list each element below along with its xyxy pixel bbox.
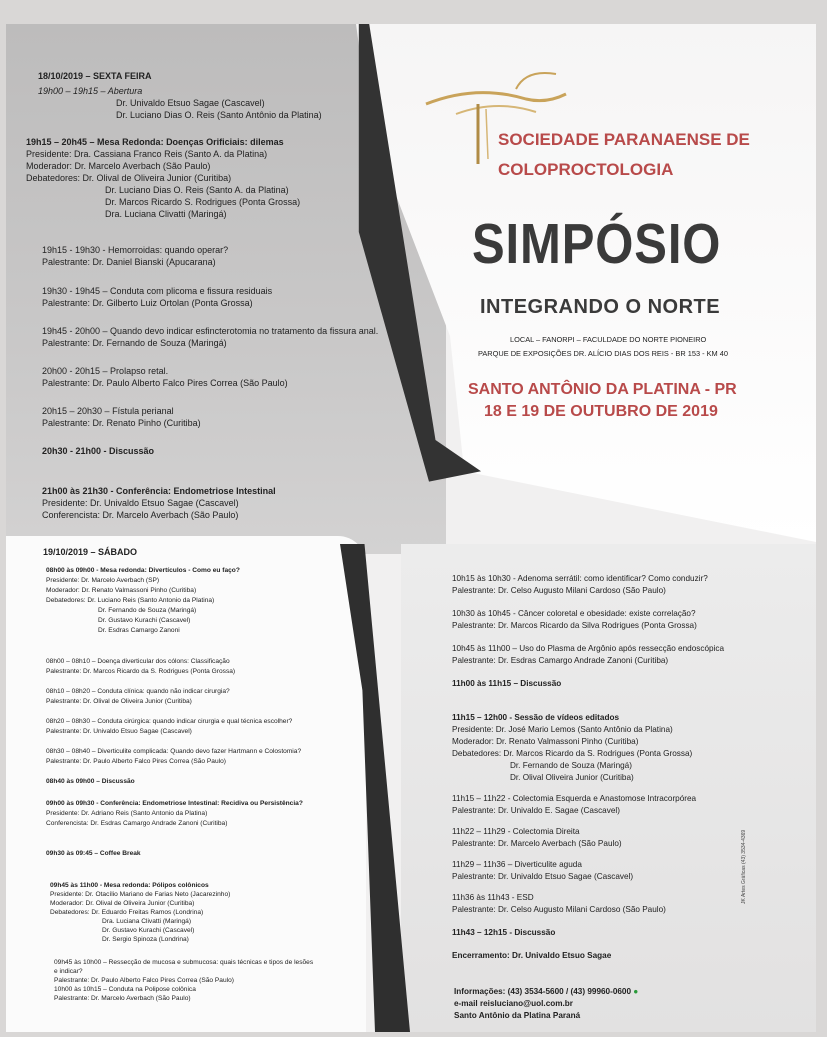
program-line: Presidente: Dra. Cassiana Franco Reis (Santo A. da Platina) [26, 149, 268, 159]
event-city: SANTO ANTÔNIO DA PLATINA - PR [468, 381, 737, 398]
program-line: Palestrante: Dr. Celso Augusto Milani Cardoso (São Paulo) [452, 905, 666, 914]
program-line: Moderador: Dr. Marcelo Averbach (São Paulo) [26, 161, 211, 171]
program-line: 09h30 às 09:45 – Coffee Break [46, 850, 141, 857]
program-line: 19h00 – 19h15 – Abertura [38, 86, 143, 96]
program-line: 19h15 - 19h30 - Hemorroidas: quando operar? [42, 245, 229, 255]
event-dates: 18 E 19 DE OUTUBRO DE 2019 [484, 403, 718, 420]
program-line: 20h15 – 20h30 – Fístula perianal [42, 406, 174, 416]
program-line: Dr. Gustavo Kurachi (Cascavel) [98, 617, 191, 624]
venue-line1: LOCAL – FANORPI – FACULDADE DO NORTE PIONEIRO [510, 335, 707, 344]
program-line: Presidente: Dr. Univaldo Etsuo Sagae (Cascavel) [42, 498, 239, 508]
program-line: Dra. Luciana Clivatti (Maringá) [105, 209, 227, 219]
program-line: 08h00 – 08h10 – Doença diverticular dos cólons: Classificação [46, 658, 230, 665]
program-line: Conferencista: Dr. Marcelo Averbach (São Paulo) [42, 510, 239, 520]
program-line: Palestrante: Dr. Renato Pinho (Curitiba) [42, 418, 201, 428]
program-line: 11h29 – 11h36 – Diverticulite aguda [452, 860, 582, 869]
program-line: Presidente: Dr. Marcelo Averbach (SP) [46, 577, 160, 584]
program-line: Debatedores: Dr. Marcos Ricardo da S. Rodrigues (Ponta Grossa) [452, 749, 693, 758]
org-name-line1: SOCIEDADE PARANAENSE DE [498, 130, 750, 149]
program-line: 19h30 - 19h45 – Conduta com plicoma e fissura residuais [42, 286, 273, 296]
program-line: Palestrante: Dr. Marcos Ricardo da Silva Rodrigues (Ponta Grossa) [452, 621, 697, 630]
program-line: Dr. Luciano Dias O. Reis (Santo Antônio da Platina) [116, 110, 322, 120]
program-line: Palestrante: Dr. Paulo Alberto Falco Pires Correa (São Paulo) [42, 378, 288, 388]
program-line: 08h20 – 08h30 – Conduta cirúrgica: quando indicar cirurgia e qual técnica escolher? [46, 718, 293, 725]
program-line: Palestrante: Dr. Marcelo Averbach (São Paulo) [452, 839, 622, 848]
program-line: Presidente: Dr. Otacílio Mariano de Farias Neto (Jacarezinho) [50, 891, 231, 898]
day1-date: 18/10/2019 – SEXTA FEIRA [38, 71, 152, 81]
program-line: Palestrante: Dr. Univaldo Etsuo Sagae (Cascavel) [46, 728, 192, 735]
program-line: Conferencista: Dr. Esdras Camargo Andrade Zanoni (Curitiba) [46, 820, 228, 827]
program-line: Moderador: Dr. Renato Valmassoni Pinho (Curitiba) [46, 587, 197, 594]
footer-info: Informações: (43) 3534-5600 / (43) 99960-0600 ● [454, 987, 639, 996]
program-line: Moderador: Dr. Olival de Oliveira Junior (Curitiba) [50, 900, 195, 907]
program-line: 11h15 – 12h00 - Sessão de vídeos editados [452, 713, 620, 722]
program-line: Presidente: Dr. José Mario Lemos (Santo Antônio da Platina) [452, 725, 673, 734]
program-line: Palestrante: Dr. Esdras Camargo Andrade Zanoni (Curitiba) [452, 656, 669, 665]
program-line: 10h15 às 10h30 - Adenoma serrátil: como identificar? Como conduzir? [452, 574, 708, 583]
program-line: 19h45 - 20h00 – Quando devo indicar esfincterotomia no tratamento da fissura anal. [42, 326, 379, 336]
program-line: 19h15 – 20h45 – Mesa Redonda: Doenças Orificiais: dilemas [26, 137, 284, 147]
gold-logo-icon [416, 64, 576, 174]
program-line: Palestrante: Dr. Univaldo Etsuo Sagae (Cascavel) [452, 872, 634, 881]
program-line: Dr. Fernando de Souza (Maringá) [98, 607, 197, 614]
program-line: 09h45 às 11h00 - Mesa redonda: Pólipos colônicos [50, 882, 209, 889]
printer-credit: JK Artes Gráficas (43) 3534-4369 [741, 829, 747, 904]
program-line: e indicar? [54, 968, 83, 975]
program-line: Palestrante: Dr. Marcos Ricardo da S. Rodrigues (Ponta Grossa) [46, 668, 236, 675]
program-line: Dr. Sergio Spinoza (Londrina) [102, 936, 189, 943]
footer-place: Santo Antônio da Platina Paraná [454, 1011, 581, 1020]
program-line: 11h22 – 11h29 - Colectomia Direita [452, 827, 580, 836]
program-line: 11h00 às 11h15 – Discussão [452, 679, 562, 688]
program-line: Debatedores: Dr. Eduardo Freitas Ramos (Londrina) [50, 909, 204, 916]
program-line: Dr. Luciano Dias O. Reis (Santo A. da Platina) [105, 185, 289, 195]
program-line: Palestrante: Dr. Gilberto Luiz Ortolan (Ponta Grossa) [42, 298, 253, 308]
program-line: 11h36 às 11h43 - ESD [452, 893, 534, 902]
program-line: 08h10 – 08h20 – Conduta clínica: quando não indicar cirurgia? [46, 688, 230, 695]
program-line: Palestrante: Dr. Fernando de Souza (Maringá) [42, 338, 227, 348]
program-line: 08h00 às 09h00 - Mesa redonda: Divertículos - Como eu faço? [46, 567, 240, 574]
program-line: Palestrante: Dr. Paulo Alberto Falco Pires Correa (São Paulo) [46, 758, 226, 765]
program-line: Palestrante: Dr. Marcelo Averbach (São Paulo) [54, 995, 191, 1002]
program-line: 20h30 - 21h00 - Discussão [42, 446, 155, 456]
program-line: 08h30 – 08h40 – Diverticulite complicada: Quando devo fazer Hartmann e Colostomia? [46, 748, 302, 755]
program-line: 10h30 às 10h45 - Câncer coloretal e obesidade: existe correlação? [452, 609, 696, 618]
program-line: Debatedores: Dr. Luciano Reis (Santo Antonio da Platina) [46, 597, 215, 604]
program-line: 21h00 às 21h30 - Conferência: Endometriose Intestinal [42, 486, 276, 496]
program-line: Dr. Marcos Ricardo S. Rodrigues (Ponta Grossa) [105, 197, 301, 207]
program-line: Presidente: Dr. Adriano Reis (Santo Antonio da Platina) [46, 810, 208, 817]
program-line: Palestrante: Dr. Olival de Oliveira Junior (Curitiba) [46, 698, 192, 705]
program-line: 09h00 às 09h30 - Conferência: Endometriose Intestinal: Recidiva ou Persistência? [46, 800, 303, 807]
program-line: 08h40 às 09h00 – Discussão [46, 778, 135, 785]
poster [6, 24, 816, 1032]
symposium-title: SIMPÓSIO [472, 212, 722, 276]
program-line: Palestrante: Dr. Univaldo E. Sagae (Cascavel) [452, 806, 620, 815]
program-line: Palestrante: Dr. Paulo Alberto Falco Pires Correa (São Paulo) [54, 977, 234, 984]
program-line: Palestrante: Dr. Daniel Bianski (Apucarana) [42, 257, 216, 267]
program-line: Dr. Olival Oliveira Junior (Curitiba) [510, 773, 634, 782]
program-line: Dr. Esdras Camargo Zanoni [98, 627, 180, 634]
program-line: Dr. Gustavo Kurachi (Cascavel) [102, 927, 195, 934]
program-line: 09h45 às 10h00 – Ressecção de mucosa e submucosa: quais técnicas e tipos de lesões [54, 959, 314, 966]
venue-line2: PARQUE DE EXPOSIÇÕES DR. ALÍCIO DIAS DOS REIS - BR 153 - KM 40 [478, 349, 728, 358]
program-line: 10h45 às 11h00 – Uso do Plasma de Argônio após ressecção endoscópica [452, 644, 725, 653]
program-line: 11h15 – 11h22 - Colectomia Esquerda e Anastomose Intracorpórea [452, 794, 697, 803]
program-line: Encerramento: Dr. Univaldo Etsuo Sagae [452, 951, 612, 960]
program-line: Debatedores: Dr. Olival de Oliveira Junior (Curitiba) [26, 173, 232, 183]
symposium-subtitle: INTEGRANDO O NORTE [480, 296, 721, 318]
program-line: Dr. Univaldo Etsuo Sagae (Cascavel) [116, 98, 265, 108]
program-line: Dra. Luciana Clivatti (Maringá) [102, 918, 192, 925]
program-line: Dr. Fernando de Souza (Maringá) [510, 761, 632, 770]
day2-date: 19/10/2019 – SÁBADO [43, 547, 138, 557]
footer-email: e-mail reisluciano@uol.com.br [454, 999, 573, 1008]
org-name-line2: COLOPROCTOLOGIA [498, 160, 674, 179]
program-line: 20h00 - 20h15 – Prolapso retal. [42, 366, 169, 376]
program-line: 11h43 – 12h15 - Discussão [452, 928, 556, 937]
program-line: Moderador: Dr. Renato Valmassoni Pinho (Curitiba) [452, 737, 639, 746]
program-line: Palestrante: Dr. Celso Augusto Milani Cardoso (São Paulo) [452, 586, 666, 595]
program-line: 10h00 às 10h15 – Conduta na Polipose colônica [54, 986, 196, 993]
